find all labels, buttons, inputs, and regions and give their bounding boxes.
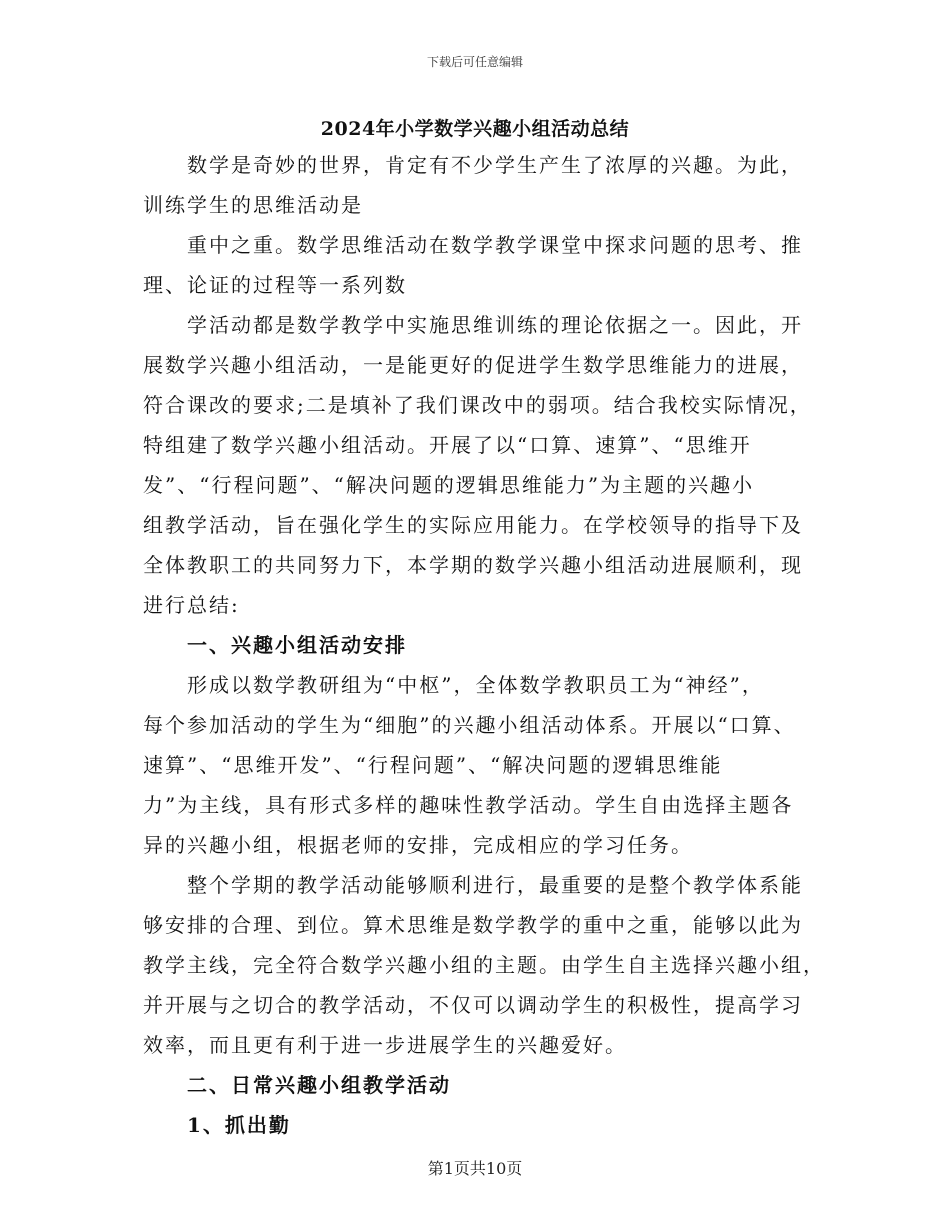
text-line: 发”、“行程问题”、“解决问题的逻辑思维能力”为主题的兴趣小 [143,473,755,497]
text-line: 力”为主线，具有形式多样的趣味性教学活动。学生自由选择主题各 [143,793,794,817]
text-line: 形成以数学教研组为“中枢”，全体数学教职员工为“神经”， [187,673,764,697]
text-line: 组教学活动，旨在强化学生的实际应用能力。在学校领导的指导下及 [143,513,803,537]
text-line: 符合课改的要求;二是填补了我们课改中的弱项。结合我校实际情况， [143,393,812,417]
text-line: 全体教职工的共同努力下，本学期的数学兴趣小组活动进展顺利，现 [143,553,803,577]
section-heading: 1、抓出勤 [187,1113,291,1137]
text-line: 异的兴趣小组，根据老师的安排，完成相应的学习任务。 [143,833,693,857]
text-line: 展数学兴趣小组活动，一是能更好的促进学生数学思维能力的进展， [143,353,803,377]
text-line: 进行总结: [143,593,240,617]
page-footer: 第1页共10页 [427,1159,523,1178]
section-heading: 二、日常兴趣小组教学活动 [187,1073,451,1097]
text-line: 每个参加活动的学生为“细胞”的兴趣小组活动体系。开展以“口算、 [143,713,796,737]
text-line: 重中之重。数学思维活动在数学教学课堂中探求问题的思考、推 [187,233,803,257]
text-line: 训练学生的思维活动是 [143,193,363,217]
header-note: 下载后可任意编辑 [426,55,523,69]
document-title: 2024年小学数学兴趣小组活动总结 [320,118,630,140]
text-line: 速算”、“思维开发”、“行程问题”、“解决问题的逻辑思维能 [143,753,723,777]
text-line: 特组建了数学兴趣小组活动。开展了以“口算、速算”、“思维开 [143,433,752,457]
text-line: 理、论证的过程等一系列数 [143,273,407,297]
text-line: 整个学期的教学活动能够顺利进行，最重要的是整个教学体系能 [187,873,803,897]
document-body [143,145,825,1145]
text-line: 并开展与之切合的教学活动，不仅可以调动学生的积极性，提高学习 [143,993,803,1017]
text-line: 教学主线，完全符合数学兴趣小组的主题。由学生自主选择兴趣小组， [143,953,825,977]
text-line: 效率，而且更有利于进一步进展学生的兴趣爱好。 [143,1033,627,1057]
text-line: 学活动都是数学教学中实施思维训练的理论依据之一。因此，开 [187,313,803,337]
text-line: 够安排的合理、到位。算术思维是数学教学的重中之重，能够以此为 [143,913,803,937]
section-heading: 一、兴趣小组活动安排 [187,633,407,657]
text-line: 数学是奇妙的世界，肯定有不少学生产生了浓厚的兴趣。为此， [187,153,803,177]
